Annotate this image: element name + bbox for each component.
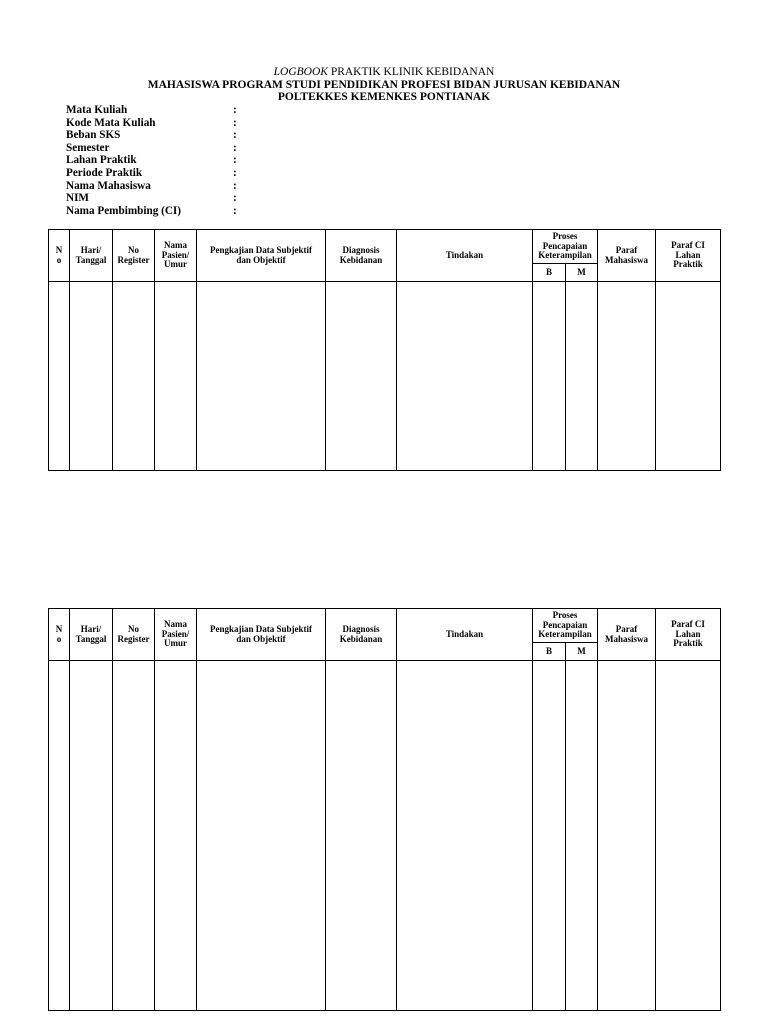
document-title bbox=[0, 66, 768, 104]
cell-tindakan[interactable] bbox=[397, 282, 533, 471]
field-label: Nama Pembimbing (CI) bbox=[66, 204, 181, 217]
header-b: B bbox=[533, 643, 566, 661]
title-logbook: LOGBOOK bbox=[273, 66, 328, 78]
table-row bbox=[49, 661, 721, 1011]
title-line-3: POLTEKKES KEMENKES PONTIANAK bbox=[277, 91, 491, 103]
field-colon: : bbox=[233, 166, 237, 179]
header-tindakan: Tindakan bbox=[397, 609, 533, 661]
field-label: NIM bbox=[66, 192, 89, 205]
title-line-2: MAHASISWA PROGRAM STUDI PENDIDIKAN PROFESI BIDAN JURUSAN KEBIDANAN bbox=[147, 78, 621, 91]
header-proses: Proses Pencapaian Keterampilan bbox=[533, 609, 598, 643]
header-diagnosis: Diagnosis Kebidanan bbox=[326, 609, 397, 661]
field-colon: : bbox=[233, 179, 237, 192]
field-colon: : bbox=[233, 141, 237, 154]
header-hari-tanggal: Hari/ Tanggal bbox=[70, 609, 113, 661]
field-colon: : bbox=[233, 192, 237, 205]
field-label: Lahan Praktik bbox=[66, 154, 137, 167]
cell-diagnosis[interactable] bbox=[326, 282, 397, 471]
cell-diagnosis[interactable] bbox=[326, 661, 397, 1011]
header-m: M bbox=[566, 643, 598, 661]
field-periode-praktik bbox=[66, 167, 243, 180]
header-paraf-mahasiswa: Paraf Mahasiswa bbox=[598, 230, 656, 282]
field-colon: : bbox=[233, 104, 237, 116]
title-line-1 bbox=[0, 66, 768, 79]
cell-no[interactable] bbox=[49, 661, 70, 1011]
header-no: N o bbox=[49, 609, 70, 661]
field-kode-mata-kuliah bbox=[66, 117, 243, 130]
field-colon: : bbox=[233, 154, 237, 167]
field-label: Semester bbox=[66, 141, 110, 154]
field-mata-kuliah bbox=[66, 104, 243, 117]
cell-paraf-ci[interactable] bbox=[656, 661, 721, 1011]
header-nama-pasien: Nama Pasien/ Umur bbox=[155, 230, 197, 282]
logbook-table-1 bbox=[48, 229, 721, 471]
cell-no[interactable] bbox=[49, 282, 70, 471]
cell-m[interactable] bbox=[566, 282, 598, 471]
logbook-table-2 bbox=[48, 608, 721, 1011]
header-no-register: No Register bbox=[113, 609, 155, 661]
cell-no-register[interactable] bbox=[113, 661, 155, 1011]
header-no: N o bbox=[49, 230, 70, 282]
cell-no-register[interactable] bbox=[113, 282, 155, 471]
header-tindakan: Tindakan bbox=[397, 230, 533, 282]
field-label: Periode Praktik bbox=[66, 166, 143, 179]
table-row bbox=[49, 282, 721, 471]
field-nama-pembimbing bbox=[66, 205, 243, 218]
cell-b[interactable] bbox=[533, 661, 566, 1011]
cell-nama-pasien[interactable] bbox=[155, 282, 197, 471]
field-colon: : bbox=[233, 129, 237, 142]
field-nim bbox=[66, 192, 243, 205]
header-paraf-ci: Paraf CI Lahan Praktik bbox=[656, 230, 721, 282]
header-paraf-mahasiswa: Paraf Mahasiswa bbox=[598, 609, 656, 661]
header-hari-tanggal: Hari/ Tanggal bbox=[70, 230, 113, 282]
header-no-register: No Register bbox=[113, 230, 155, 282]
header-pengkajian: Pengkajian Data Subjektif dan Objektif bbox=[197, 609, 326, 661]
field-label: Kode Mata Kuliah bbox=[66, 116, 156, 129]
identity-fields bbox=[66, 104, 243, 217]
header-diagnosis: Diagnosis Kebidanan bbox=[326, 230, 397, 282]
field-semester bbox=[66, 142, 243, 155]
cell-paraf-mahasiswa[interactable] bbox=[598, 661, 656, 1011]
cell-nama-pasien[interactable] bbox=[155, 661, 197, 1011]
field-label: Nama Mahasiswa bbox=[66, 179, 151, 192]
cell-paraf-ci[interactable] bbox=[656, 282, 721, 471]
cell-pengkajian[interactable] bbox=[197, 282, 326, 471]
header-pengkajian: Pengkajian Data Subjektif dan Objektif bbox=[197, 230, 326, 282]
field-label: Beban SKS bbox=[66, 129, 121, 142]
cell-tindakan[interactable] bbox=[397, 661, 533, 1011]
cell-hari-tanggal[interactable] bbox=[70, 661, 113, 1011]
header-nama-pasien: Nama Pasien/ Umur bbox=[155, 609, 197, 661]
cell-pengkajian[interactable] bbox=[197, 661, 326, 1011]
field-colon: : bbox=[233, 204, 237, 217]
field-label: Mata Kuliah bbox=[66, 104, 128, 116]
cell-paraf-mahasiswa[interactable] bbox=[598, 282, 656, 471]
field-nama-mahasiswa bbox=[66, 180, 243, 193]
cell-hari-tanggal[interactable] bbox=[70, 282, 113, 471]
field-beban-sks bbox=[66, 129, 243, 142]
header-paraf-ci: Paraf CI Lahan Praktik bbox=[656, 609, 721, 661]
cell-b[interactable] bbox=[533, 282, 566, 471]
cell-m[interactable] bbox=[566, 661, 598, 1011]
field-colon: : bbox=[233, 116, 237, 129]
field-lahan-praktik bbox=[66, 154, 243, 167]
header-m: M bbox=[566, 264, 598, 282]
header-proses: Proses Pencapaian Keterampilan bbox=[533, 230, 598, 264]
header-b: B bbox=[533, 264, 566, 282]
title-line-1-rest: PRAKTIK KLINIK KEBIDANAN bbox=[330, 66, 495, 78]
